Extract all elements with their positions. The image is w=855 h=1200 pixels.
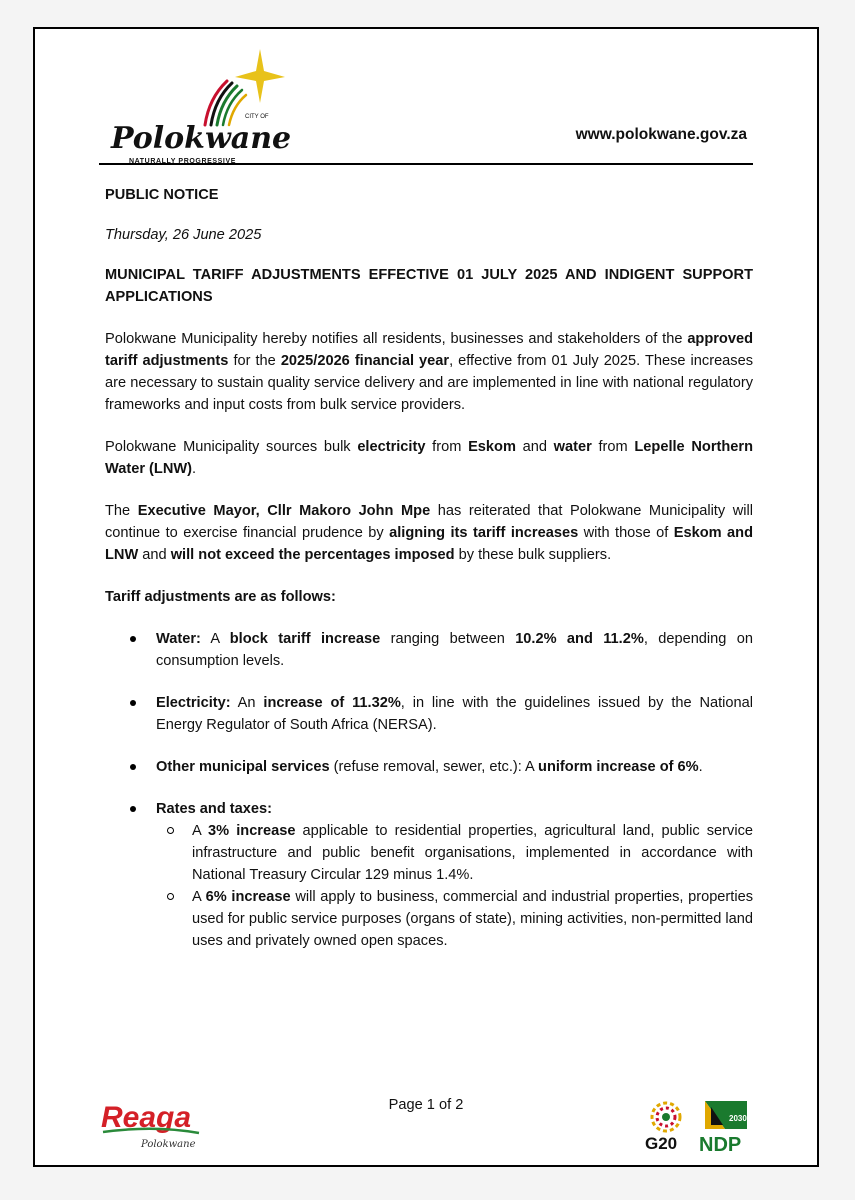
notice-headline: MUNICIPAL TARIFF ADJUSTMENTS EFFECTIVE 01 JULY 2025 AND INDIGENT SUPPORT APPLICATIONS [105, 267, 753, 305]
item-label: Electricity: [156, 695, 231, 711]
reaga-polokwane-logo [99, 1095, 209, 1155]
text: applicable to residential properties, agricultural land, public service infrastructure and public benefit organisations, implemented in accordance with National Treasury Circular 129 minus 1.4%. [192, 823, 753, 883]
text-bold: Eskom [468, 439, 516, 455]
text-bold: block tariff increase [229, 631, 381, 647]
text-bold: 3% increase [208, 823, 296, 839]
text: A [200, 631, 230, 647]
letterhead [35, 29, 817, 169]
notice-label: PUBLIC NOTICE [105, 187, 219, 203]
text-bold: 10.2% and 11.2% [515, 631, 644, 647]
text: . [192, 461, 197, 477]
ndp-2030-logo [695, 1099, 755, 1159]
sublist-item-3-percent [105, 820, 753, 886]
text-bold: approved tariff adjustments [105, 331, 753, 369]
reaga-wordmark: Reaga [101, 1101, 192, 1134]
ndp-year: 2030 [729, 1114, 747, 1123]
text: from [591, 439, 635, 455]
logo-city-of: CITY OF [245, 114, 269, 120]
polokwane-logo [105, 43, 295, 165]
text-bold: electricity [357, 439, 426, 455]
text-bold: aligning its tariff increases [389, 525, 579, 541]
list-item-other-services [105, 756, 753, 778]
paragraph-mayor-statement [105, 500, 753, 566]
text: and [138, 547, 171, 563]
website-url: www.polokwane.gov.za [575, 126, 747, 143]
text: , depending on consumption levels. [156, 631, 753, 669]
text: with those of [578, 525, 674, 541]
logo-tagline: NATURALLY PROGRESSIVE [129, 158, 236, 165]
notice-date: Thursday, 26 June 2025 [105, 227, 262, 243]
list-item-electricity [105, 692, 753, 736]
text: by these bulk suppliers. [454, 547, 612, 563]
text: Polokwane Municipality hereby notifies all residents, businesses and stakeholders of the [105, 331, 688, 347]
g20-label: G20 [645, 1134, 678, 1153]
text-bold: Lepelle Northern Water (LNW) [105, 439, 753, 477]
text: An [230, 695, 264, 711]
text: Polokwane Municipality sources bulk [105, 439, 358, 455]
item-label: Water: [156, 631, 201, 647]
notice-body [105, 184, 753, 952]
list-item-water [105, 628, 753, 672]
text: , in line with the guidelines issued by the National Energy Regulator of South Africa (NERSA). [156, 695, 754, 733]
text-bold: will not exceed the percentages imposed [170, 547, 455, 563]
text-bold: Executive Mayor, Cllr Makoro John Mpe [137, 503, 431, 519]
tariff-list-intro: Tariff adjustments are as follows: [105, 589, 336, 605]
text: A [192, 823, 209, 839]
reaga-subtext: Polokwane [141, 1139, 196, 1150]
item-label: Other municipal services [156, 759, 330, 775]
list-item-rates-taxes [105, 798, 753, 952]
text: ranging between [380, 631, 516, 647]
header-divider [99, 163, 753, 165]
tariff-list [105, 628, 753, 952]
text-bold: increase of 11.32% [263, 695, 401, 711]
text: A [192, 889, 206, 905]
text: . [698, 759, 703, 775]
text: The [105, 503, 138, 519]
ndp-label: NDP [699, 1134, 742, 1156]
text-bold: water [553, 439, 592, 455]
item-label: Rates and taxes: [156, 801, 272, 817]
paragraph-tariff-notice [105, 328, 753, 416]
text: has reiterated that Polokwane Municipality will continue to exercise financial prudence by [105, 503, 753, 541]
text-bold: uniform increase of 6% [538, 759, 699, 775]
rates-sublist [156, 820, 753, 952]
text: for the [228, 353, 281, 369]
text-bold: Eskom and LNW [105, 525, 754, 563]
text-bold: 6% increase [205, 889, 291, 905]
text: and [515, 439, 554, 455]
paragraph-bulk-suppliers [105, 436, 753, 480]
text: (refuse removal, sewer, etc.): A [329, 759, 539, 775]
document-page [33, 27, 819, 1167]
g20-logo [641, 1099, 691, 1159]
text: from [425, 439, 469, 455]
text: , effective from 01 July 2025. These increases are necessary to sustain quality service delivery and are implemented in line with national regulatory frameworks and input costs from bulk service providers. [105, 353, 754, 413]
sublist-item-6-percent [105, 886, 753, 952]
logo-name: Polokwane [111, 121, 292, 156]
page-number: Page 1 of 2 [388, 1097, 464, 1113]
text-bold: 2025/2026 financial year [280, 353, 450, 369]
text: will apply to business, commercial and industrial properties, properties used for public service purposes (organs of state), mining activities, non-permitted land uses and privately owned open spaces. [192, 889, 753, 949]
